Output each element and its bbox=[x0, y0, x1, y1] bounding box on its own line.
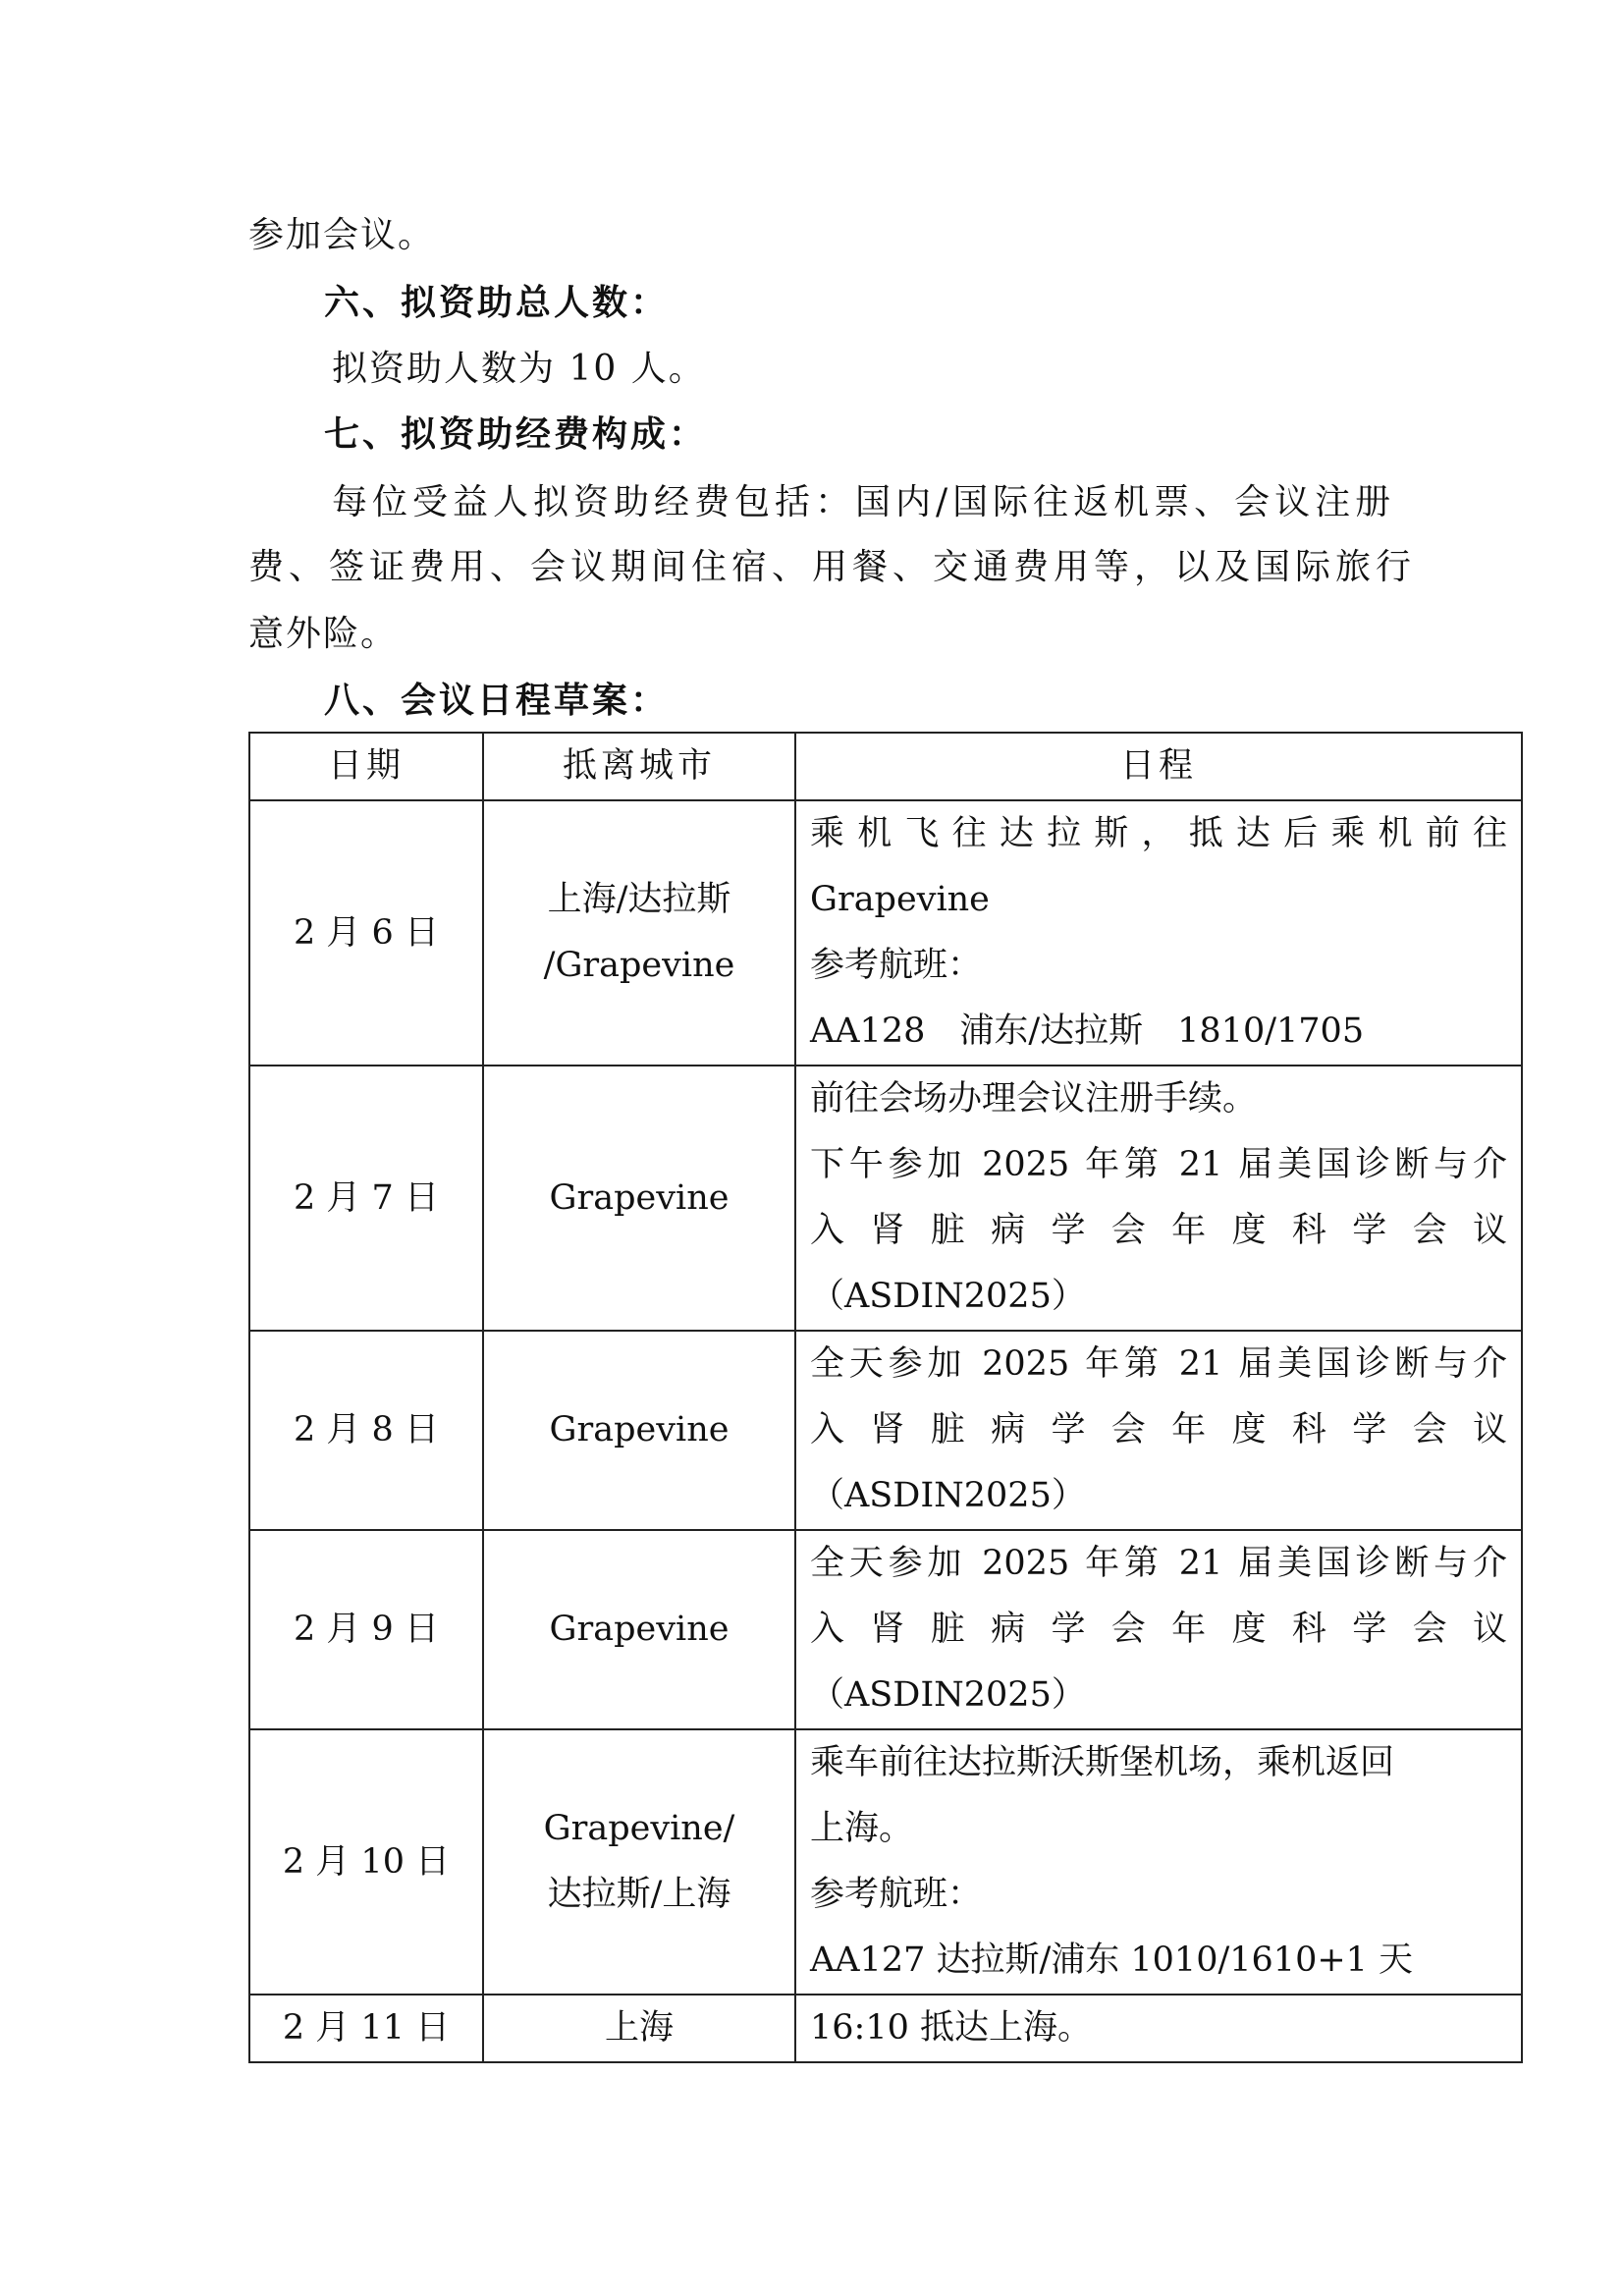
schedule-line: 16:10 抵达上海。 bbox=[810, 2008, 1092, 2048]
paragraph-continuation: 参加会议。 bbox=[248, 215, 436, 255]
row-schedule bbox=[795, 1729, 1522, 1995]
paragraph-funding-line-2: 费、签证费用、会议期间住宿、用餐、交通费用等，以及国际旅行 bbox=[248, 547, 1417, 587]
row-date: 2 月 7 日 bbox=[249, 1066, 483, 1331]
schedule-line: 前往会场办理会议注册手续。 bbox=[810, 1079, 1258, 1119]
city-line: Grapevine bbox=[549, 1410, 730, 1449]
table-row bbox=[249, 1729, 1522, 1995]
row-schedule bbox=[795, 800, 1522, 1066]
table-row bbox=[249, 1995, 1522, 2062]
table-row bbox=[249, 800, 1522, 1066]
row-schedule bbox=[795, 1995, 1522, 2062]
row-city bbox=[483, 1729, 795, 1995]
schedule-line: Grapevine bbox=[810, 880, 990, 919]
section-heading-6: 六、拟资助总人数： bbox=[324, 283, 670, 323]
schedule-line: 入肾脏病学会年度科学会议 bbox=[810, 1610, 1507, 1649]
schedule-line: 乘车前往达拉斯沃斯堡机场，乘机返回 bbox=[810, 1743, 1395, 1782]
table-row bbox=[249, 1530, 1522, 1729]
schedule-line: 入肾脏病学会年度科学会议 bbox=[810, 1410, 1507, 1449]
schedule-line: 全天参加 2025 年第 21 届美国诊断与介 bbox=[810, 1544, 1507, 1583]
city-line: Grapevine bbox=[549, 1177, 730, 1218]
schedule-line: 入肾脏病学会年度科学会议 bbox=[810, 1211, 1507, 1250]
table-row bbox=[249, 1066, 1522, 1331]
city-line: /Grapevine bbox=[543, 946, 735, 985]
row-city bbox=[483, 1331, 795, 1530]
city-line: 达拉斯/上海 bbox=[547, 1875, 731, 1914]
row-date: 2 月 10 日 bbox=[249, 1729, 483, 1995]
schedule-line: （ASDIN2025） bbox=[810, 1277, 1086, 1316]
city-line: Grapevine bbox=[549, 1610, 730, 1649]
row-city bbox=[483, 1995, 795, 2062]
city-line: 上海 bbox=[604, 2008, 674, 2048]
row-city bbox=[483, 1066, 795, 1331]
table-row bbox=[249, 1331, 1522, 1530]
schedule-line: 下午参加 2025 年第 21 届美国诊断与介 bbox=[810, 1145, 1507, 1184]
header-date: 日期 bbox=[249, 733, 483, 800]
header-city: 抵离城市 bbox=[483, 733, 795, 800]
schedule-table bbox=[248, 732, 1523, 2063]
city-line: 上海/达拉斯 bbox=[547, 880, 731, 919]
paragraph-sponsor-count: 拟资助人数为 10 人。 bbox=[332, 349, 706, 389]
paragraph-funding-line-3: 意外险。 bbox=[248, 614, 399, 654]
schedule-line: AA127 达拉斯/浦东 1010/1610+1 天 bbox=[810, 1941, 1414, 1980]
row-date: 2 月 11 日 bbox=[249, 1995, 483, 2062]
section-heading-7: 七、拟资助经费构成： bbox=[324, 414, 708, 455]
schedule-line: 乘机飞往达拉斯，抵达后乘机前往 bbox=[810, 814, 1507, 853]
paragraph-funding-line-1: 每位受益人拟资助经费包括：国内/国际往返机票、会议注册 bbox=[332, 482, 1396, 522]
schedule-line: 参考航班： bbox=[810, 1875, 983, 1914]
row-schedule bbox=[795, 1331, 1522, 1530]
schedule-line: 全天参加 2025 年第 21 届美国诊断与介 bbox=[810, 1344, 1507, 1384]
row-date: 2 月 6 日 bbox=[249, 800, 483, 1066]
schedule-line: （ASDIN2025） bbox=[810, 1476, 1086, 1515]
schedule-line: AA128 浦东/达拉斯 1810/1705 bbox=[810, 1011, 1365, 1051]
row-schedule bbox=[795, 1066, 1522, 1331]
section-heading-8: 八、会议日程草案： bbox=[324, 681, 670, 721]
table-header-row bbox=[249, 733, 1522, 800]
schedule-line: 参考航班： bbox=[810, 946, 983, 985]
schedule-line: （ASDIN2025） bbox=[810, 1675, 1086, 1715]
row-city bbox=[483, 800, 795, 1066]
schedule-line: 上海。 bbox=[810, 1809, 914, 1848]
row-date: 2 月 9 日 bbox=[249, 1530, 483, 1729]
row-city bbox=[483, 1530, 795, 1729]
row-schedule bbox=[795, 1530, 1522, 1729]
row-date: 2 月 8 日 bbox=[249, 1331, 483, 1530]
header-schedule: 日程 bbox=[795, 733, 1522, 800]
city-line: Grapevine/ bbox=[543, 1809, 735, 1848]
